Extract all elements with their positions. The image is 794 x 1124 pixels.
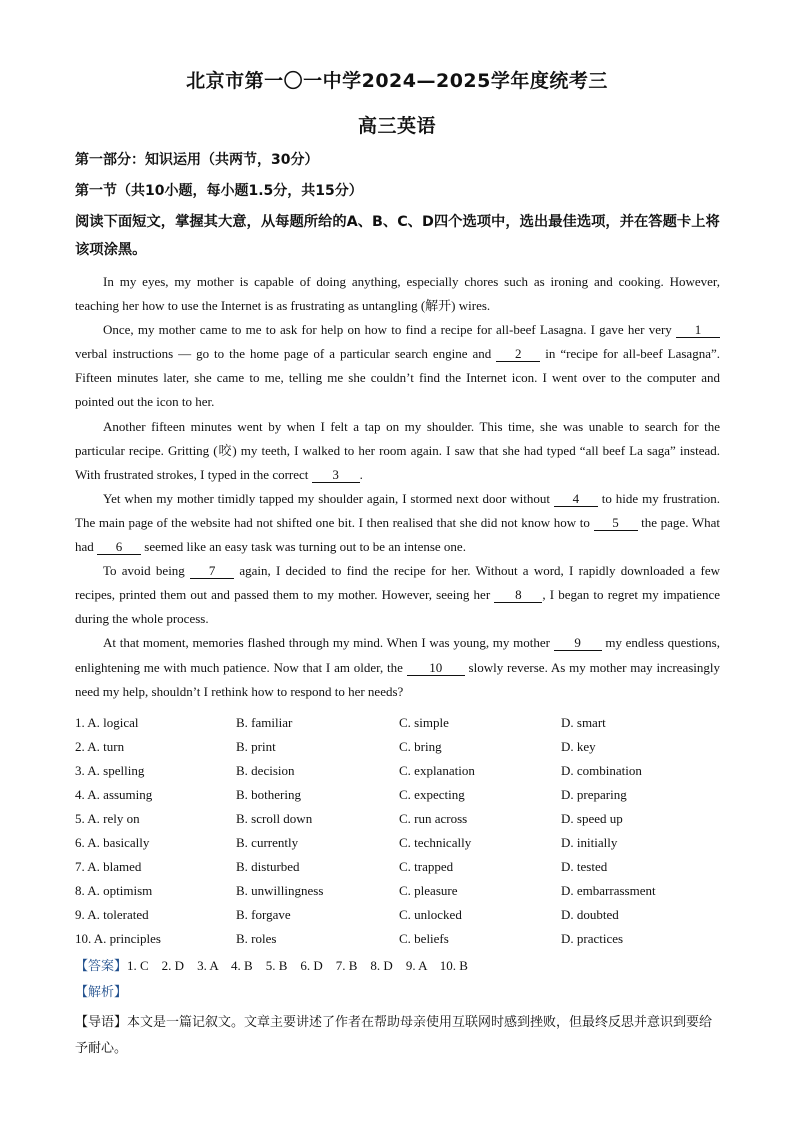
option-row-5 — [75, 807, 725, 831]
paragraph-5 — [75, 559, 720, 631]
option-d: D. speed up — [561, 811, 623, 826]
option-a: 1. A. logical — [75, 715, 139, 730]
answer-label: 【答案】 — [75, 959, 128, 974]
paragraph-text: seemed like an easy task was turning out to be an intense one. — [141, 539, 466, 555]
option-a: 8. A. optimism — [75, 883, 153, 898]
option-row-9 — [75, 903, 725, 927]
blank-8: 8 — [494, 587, 542, 603]
answer-text: 1. C 2. D 3. A 4. B 5. B 6. D 7. B 8. D 9. A 10. B — [127, 958, 468, 973]
option-d: D. initially — [561, 835, 618, 850]
option-b: B. scroll down — [236, 811, 313, 826]
option-a: 3. A. spelling — [75, 763, 145, 778]
option-b: B. familiar — [236, 715, 293, 730]
paragraph-text: again, I decided to find the recipe for her. Without a word, I rapidly downloaded a few recipes, printed them out and passed them to my mother. However, seeing her — [75, 563, 721, 603]
paragraph-text: the page. What had — [75, 514, 720, 555]
paragraph-text: Once, my mother came to me to ask for help on how to find a recipe for all-beef Lasagna. I gave her very — [103, 322, 676, 338]
paragraph-4 — [75, 487, 720, 559]
guide-text: 本文是一篇记叙文。文章主要讲述了作者在帮助母亲使用互联网时感到挫败，但最终反思并意识到要给予耐心。 — [75, 1015, 713, 1056]
option-b: B. roles — [236, 931, 277, 946]
blank-9: 9 — [554, 635, 602, 651]
option-a: 2. A. turn — [75, 739, 125, 754]
option-d: D. key — [561, 739, 596, 754]
option-d: D. preparing — [561, 787, 627, 802]
option-b: B. decision — [236, 763, 295, 778]
paragraph-text: . — [359, 466, 363, 482]
option-c: C. trapped — [399, 859, 454, 874]
paragraph-text: my endless questions, enlightening me with much patience. Now that I am older, the — [75, 635, 720, 675]
paragraph-text: slowly reverse. As my mother may increasingly need my help, shouldn’t I rethink how to respond to her needs? — [75, 659, 720, 699]
option-d: D. tested — [561, 859, 608, 874]
blank-10: 10 — [407, 660, 465, 676]
option-row-6 — [75, 831, 725, 855]
exam-subject: 高三英语 — [357, 115, 436, 137]
option-c: C. explanation — [399, 763, 475, 778]
option-row-8 — [75, 879, 725, 903]
option-a: 5. A. rely on — [75, 811, 140, 826]
guide-label: 【导语】 — [75, 1015, 128, 1030]
paragraph-text: Yet when my mother timidly tapped my shoulder again, I stormed next door without — [103, 490, 554, 506]
option-d: D. doubted — [561, 907, 619, 922]
option-row-10 — [75, 927, 725, 951]
option-b: B. forgave — [236, 907, 291, 922]
paragraph-text: in “recipe for all-beef Lasagna”. Fifteen minutes later, she came to me, telling me she couldn’t find the Internet icon. I went over to the computer and pointed out the icon to her. — [75, 346, 720, 410]
paragraph-1 — [75, 270, 720, 318]
option-c: C. expecting — [399, 787, 465, 802]
paragraph-text: To avoid being — [103, 563, 191, 579]
paragraph-text: to hide my frustration. The main page of the website had not shifted one bit. I then realised that she did not know how to — [75, 490, 721, 530]
option-a: 7. A. blamed — [75, 859, 142, 874]
option-b: B. currently — [236, 835, 299, 850]
option-b: B. unwillingness — [236, 883, 324, 898]
blank-4: 4 — [554, 491, 598, 507]
section-heading: 第一节（共10小题，每小题1.5分，共15分） — [75, 183, 363, 199]
option-c: C. bring — [399, 739, 442, 754]
paragraph-text: , I began to regret my impatience during the whole process. — [75, 587, 720, 627]
option-row-2 — [75, 735, 725, 759]
blank-2: 2 — [496, 346, 540, 362]
option-b: B. bothering — [236, 787, 301, 802]
option-c: C. pleasure — [399, 883, 458, 898]
blank-3: 3 — [312, 467, 360, 483]
exam-title: 北京市第一〇一中学2024—2025学年度统考三 — [186, 70, 608, 92]
option-c: C. simple — [399, 715, 449, 730]
analysis-label: 【解析】 — [75, 985, 128, 1000]
paragraph-text: In my eyes, my mother is capable of doing anything, especially chores such as ironing and cooking. However, teaching her how to use the Internet is as frustrating as untangling (解开) wires. — [75, 274, 720, 314]
blank-6: 6 — [97, 539, 141, 555]
option-a: 9. A. tolerated — [75, 907, 149, 922]
option-row-3 — [75, 759, 725, 783]
blank-5: 5 — [594, 515, 638, 531]
blank-7: 7 — [190, 563, 234, 579]
paragraph-6 — [75, 631, 720, 703]
option-c: C. beliefs — [399, 931, 449, 946]
option-d: D. embarrassment — [561, 883, 656, 898]
option-a: 4. A. assuming — [75, 787, 153, 802]
blank-1: 1 — [676, 322, 720, 338]
paragraph-3 — [75, 415, 720, 487]
paragraph-2 — [75, 318, 720, 414]
option-a: 6. A. basically — [75, 835, 150, 850]
option-d: D. smart — [561, 715, 606, 730]
option-row-4 — [75, 783, 725, 807]
instructions: 阅读下面短文，掌握其大意，从每题所给的A、B、C、D四个选项中，选出最佳选项，并在答题卡上将该项涂黑。 — [75, 214, 720, 258]
paragraph-text: verbal instructions — go to the home page of a particular search engine and — [75, 346, 497, 362]
option-c: C. technically — [399, 835, 472, 850]
option-c: C. run across — [399, 811, 468, 826]
answer-key — [75, 956, 468, 977]
passage — [75, 270, 720, 704]
guide — [75, 1010, 725, 1062]
options-list — [75, 711, 725, 951]
option-c: C. unlocked — [399, 907, 462, 922]
paragraph-text: At that moment, memories flashed through my mind. When I was young, my mother — [103, 635, 554, 651]
option-b: B. disturbed — [236, 859, 300, 874]
paragraph-text: Another fifteen minutes went by when I felt a tap on my shoulder. This time, she was unable to search for the particular recipe. Gritting (咬) my teeth, I walked to her room again. I saw that she had typed “all beef La saga” instead. With frustrated strokes, I typed in the correct — [75, 418, 720, 482]
part-heading: 第一部分：知识运用（共两节，30分） — [75, 152, 319, 168]
option-a: 10. A. principles — [75, 931, 161, 946]
option-d: D. practices — [561, 931, 624, 946]
option-row-1 — [75, 711, 725, 735]
option-b: B. print — [236, 739, 276, 754]
option-row-7 — [75, 855, 725, 879]
option-d: D. combination — [561, 763, 642, 778]
